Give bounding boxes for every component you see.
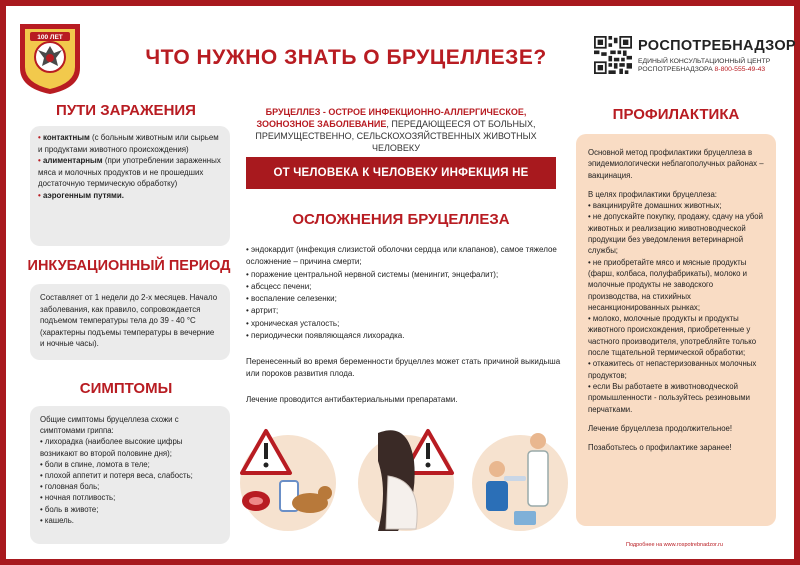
infection-heading: ПУТИ ЗАРАЖЕНИЯ [56,102,196,119]
complication-item: • артрит; [246,305,566,317]
incubation-box [30,284,230,360]
definition-rest: , ПЕРЕДАЮЩЕЕСЯ ОТ БОЛЬНЫХ, ПРЕИМУЩЕСТВЕННО, СЕЛЬСКОХОЗЯЙСТВЕННЫХ ЖИВОТНЫХ ЧЕЛОВЕКУ [255,119,537,153]
prevention-box [576,134,776,526]
prevention-item: • если Вы работаете в животноводческой промышленности - пользуйтесь резиновыми перчатками. [588,381,750,414]
infection-item: • алиментарным (при употреблении зараженных мяса и молочных продуктов и не прошедших достаточную термическую обработку) [38,156,221,188]
complication-item: • эндокардит (инфекция слизистой оболочки сердца или клапанов), самое тяжелое осложнение – причина смерти; [246,244,566,269]
incubation-text: Составляет от 1 недели до 2-х месяцев. Начало заболевания, как правило, сопровождается подъемом температуры тела до 39 - 40 °С (характерны подъемы температуры в вечерние и ночные часы). [40,293,218,348]
doctor-vaccination-illustration [472,433,568,531]
infection-item: • контактным (с больным животным или сырьем и продуктами животного происхождения) [38,133,219,154]
prevention-item: • не допускайте покупку, продажу, сдачу на убой животных и реализацию животноводческой продукции без уведомления ветеринарной службы; [588,212,763,256]
disease-definition [246,106,546,154]
complication-item: • воспаление селезенки; [246,293,566,305]
brand-name: РОСПОТРЕБНАДЗОР [638,38,796,54]
complications-heading: ОСЛОЖНЕНИЯ БРУЦЕЛЛЕЗА [292,211,510,228]
treatment-note: Лечение проводится антибактериальными препаратами. [246,395,458,404]
symptom-item: • плохой аппетит и потеря веса, слабость; [40,471,193,481]
prevention-main: Основной метод профилактики бруцеллеза в эпидемиологически неблагополучных районах – вакцинация. [588,148,764,180]
footer-link[interactable]: Подробнее на www.rospotrebnadzor.ru [626,542,723,548]
prevention-intro: В целях профилактики бруцеллеза: [588,189,717,199]
complication-item: • поражение центральной нервной системы (менингит, энцефалит); [246,269,566,281]
brand-sub-line-1: ЕДИНЫЙ КОНСУЛЬТАЦИОННЫЙ ЦЕНТР [638,58,771,65]
prevention-item: • не приобретайте мясо и мясные продукты (фарш, колбаса, полуфабрикаты), молоко и молочные продукты не заводского производства, на стихийных несанкционированных рынках; [588,257,748,312]
complication-item: • периодически появляющаяся лихорадка. [246,330,566,342]
complications-list [246,244,566,342]
symptoms-heading: СИМПТОМЫ [79,380,173,397]
pregnant-woman-illustration [358,430,454,531]
pregnancy-note: Перенесенный во время беременности бруцеллез может стать причиной выкидыша или пороков развития плода. [246,357,561,378]
prevention-item: • молоко, молочные продукты и продукты животного происхождения, приобретенные у частного производителя, употребляйте только после тщательной термической обработки; [588,314,757,358]
prevention-item: • откажитесь от непастеризованных молочных продуктов; [588,359,757,380]
hotline-phone[interactable]: 8-800-555-49-43 [714,66,766,73]
rospotrebnadzor-emblem [16,20,84,96]
definition-highlight: БРУЦЕЛЛЕЗ - ОСТРОЕ ИНФЕКЦИОННО-АЛЛЕРГИЧЕСКОЕ, ЗООНОЗНОЕ ЗАБОЛЕВАНИЕ [256,107,527,129]
symptoms-box [30,406,230,544]
qr-code-icon[interactable] [594,36,632,74]
transmission-banner: ОТ ЧЕЛОВЕКА К ЧЕЛОВЕКУ ИНФЕКЦИЯ НЕ ПЕРЕДАЁТСЯ [246,157,556,189]
emblem-text: 100 ЛЕТ [37,34,63,41]
food-animals-illustration [240,431,336,531]
prevention-item: • вакцинируйте домашних животных; [588,201,722,211]
illustrations [238,421,568,536]
brand-sub-line-2: РОСПОТРЕБНАДЗОРА [638,66,713,73]
symptom-item: • ночная потливость; [40,493,116,503]
symptom-item: • кашель. [40,515,74,525]
infection-box [30,126,230,246]
page-title: ЧТО НУЖНО ЗНАТЬ О БРУЦЕЛЛЕЗЕ? [145,46,547,69]
brand-subtitle [638,58,798,74]
incubation-heading: ИНКУБАЦИОННЫЙ ПЕРИОД [27,258,231,274]
treatment-duration-note: Лечение бруцеллеза продолжительное! [588,423,733,433]
prevention-reminder: Позаботьтесь о профилактике заранее! [588,443,732,453]
symptom-item: • лихорадка (наиболее высокие цифры возникают во второй половине дня); [40,437,183,458]
symptoms-intro: Общие симптомы бруцеллеза схожи с симптомами гриппа: [40,415,179,436]
symptom-item: • головная боль; [40,482,100,492]
brand-block [594,36,794,88]
complication-item: • абсцесс печени; [246,281,566,293]
complication-item: • хроническая усталость; [246,318,566,330]
symptom-item: • боли в спине, ломота в теле; [40,459,150,469]
infection-item: • аэрогенным путями. [38,190,124,200]
symptom-item: • боль в животе; [40,504,99,514]
prevention-heading: ПРОФИЛАКТИКА [612,106,740,123]
